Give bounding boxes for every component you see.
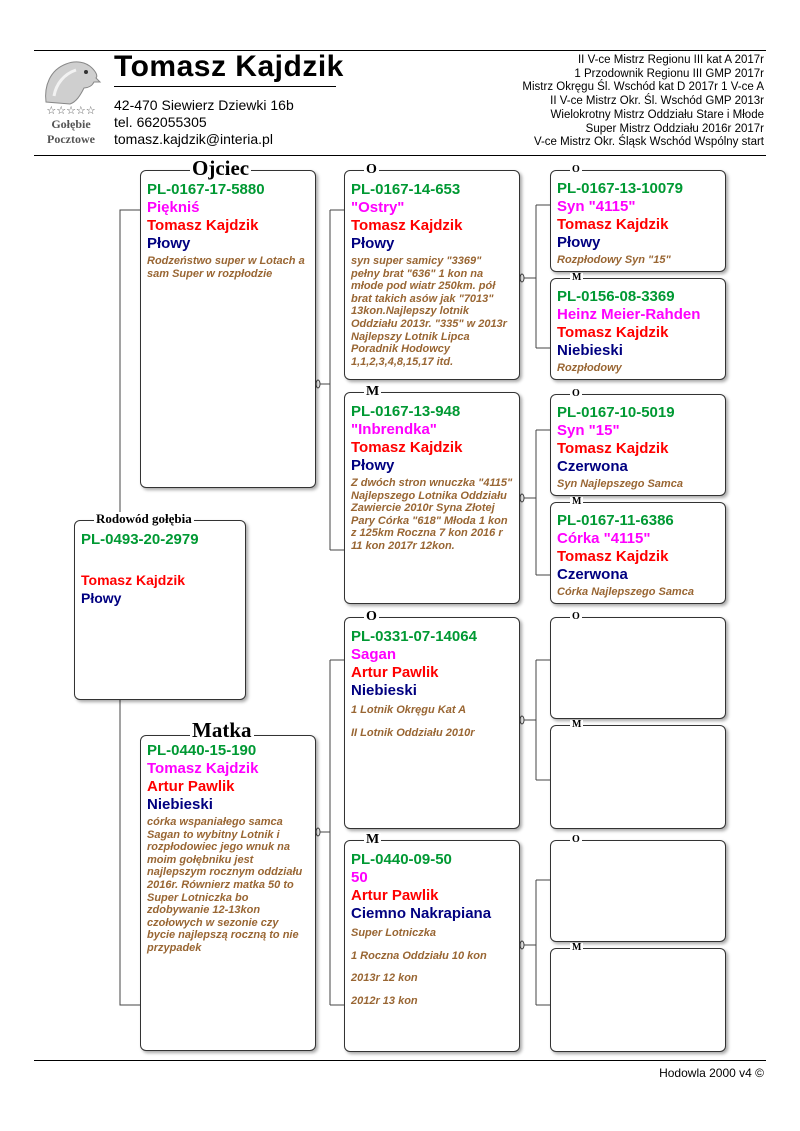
desc-line: 1 Roczna Oddziału 10 kon	[351, 949, 487, 962]
desc-line: 2013r 12 kon	[351, 972, 418, 985]
pigeon-color: Płowy	[81, 590, 122, 606]
desc-line: 2012r 13 kon	[351, 994, 418, 1007]
logo-text-line2: Pocztowe	[47, 132, 95, 146]
ring-number: PL-0167-13-948	[351, 403, 461, 420]
pigeon-name: "Inbrendka"	[351, 421, 437, 438]
pigeon-color: Płowy	[351, 457, 395, 474]
breeder-name: Tomasz Kajdzik	[147, 217, 259, 234]
achievement: Wielokrotny Mistrz Oddziału Stare i Młode	[550, 108, 764, 121]
pigeon-description: Córka Najlepszego Samca	[557, 586, 694, 598]
ggp-card-empty	[550, 617, 726, 719]
desc-line: 1 Lotnik Okręgu Kat A	[351, 704, 467, 716]
ring-number: PL-0167-13-10079	[557, 180, 683, 197]
pigeon-color: Czerwona	[557, 566, 628, 583]
desc-line: Super Lotniczka	[351, 927, 436, 939]
breeder-name: Artur Pawlik	[351, 664, 439, 681]
owner-address: 42-470 Siewierz Dziewki 16b	[114, 97, 294, 113]
o-label: O	[366, 162, 377, 177]
footer-credit: Hodowla 2000 v4 ©	[659, 1066, 764, 1080]
pigeon-name: "Ostry"	[351, 199, 405, 216]
o-label: O	[366, 609, 377, 624]
pigeon-description: syn super samicy "3369" pełny brat "636" 1 kon na młode pod wiatr 250km. pół brat takich asów jak "7013" 13kon.Najlepszy lotnik Oddziału 2013r. "335" w 2013r Najlepszy Lotnik Lipca Poradnik Hodowcy 1,1,2,3,4,8,15,17 itd.	[351, 255, 507, 368]
footer-rule	[34, 1060, 766, 1061]
pigeon-description: córka wspaniałego samca Sagan to wybitny Lotnik i rozpłodowiec jego wnuk na moim gołębniku jest najlepszym rocznym oddziału 2016r. Równierz matka 50 to Super Lotniczka bo zdobywanie 12-13kon czołowych w sezonie czy bycie najlepszą roczną to nie przypadek	[147, 816, 303, 954]
breeder-name: Tomasz Kajdzik	[557, 216, 669, 233]
achievement: Mistrz Okręgu Śl. Wschód kat D 2017r 1 V-ce A	[522, 81, 764, 94]
achievement: 1 Przodownik Regionu III GMP 2017r	[574, 67, 764, 80]
rodowod-label: Rodowód gołębia	[96, 511, 192, 526]
owner-name: Tomasz Kajdzik	[114, 50, 344, 83]
ggp-card-empty	[550, 840, 726, 942]
owner-email: tomasz.kajdzik@interia.pl	[114, 131, 273, 147]
breeder-name: Tomasz Kajdzik	[81, 572, 185, 588]
pigeon-description: Rozpłodowy Syn "15"	[557, 254, 671, 266]
o-label: O	[572, 834, 580, 845]
o-label: O	[572, 164, 580, 175]
ggp-card-empty	[550, 948, 726, 1052]
ring-number: PL-0167-17-5880	[147, 181, 265, 198]
m-label: M	[366, 384, 380, 399]
breeder-name: Tomasz Kajdzik	[351, 217, 463, 234]
pigeon-name: Tomasz Kajdzik	[147, 760, 259, 777]
pigeon-name: Córka "4115"	[557, 530, 651, 547]
ring-number: PL-0493-20-2979	[81, 531, 199, 548]
grandmother-maternal-card	[344, 840, 520, 1052]
ojciec-label: Ojciec	[192, 156, 250, 180]
breeder-name: Artur Pawlik	[147, 778, 235, 795]
ggp-card-empty	[550, 725, 726, 829]
m-label: M	[572, 719, 582, 730]
pigeon-color: Niebieski	[557, 342, 623, 359]
father-card	[140, 170, 316, 488]
achievement: Super Mistrz Oddziału 2016r 2017r	[585, 122, 764, 135]
achievement: V-ce Mistrz Okr. Śląsk Wschód Wspólny start	[533, 136, 764, 149]
ring-number: PL-0167-10-5019	[557, 404, 675, 421]
breeder-name: Tomasz Kajdzik	[557, 324, 669, 341]
breeder-name: Tomasz Kajdzik	[351, 439, 463, 456]
pigeon-color: Płowy	[351, 235, 395, 252]
pigeon-name: Sagan	[351, 646, 397, 663]
logo-text-line1: Gołębie	[51, 117, 91, 131]
pigeon-description	[351, 927, 513, 1007]
breeder-name: Tomasz Kajdzik	[557, 548, 669, 565]
pigeon-name: Heinz Meier-Rahden	[557, 306, 701, 323]
ring-number: PL-0440-15-190	[147, 742, 257, 759]
desc-line: II Lotnik Oddziału 2010r	[351, 726, 475, 739]
m-label: M	[366, 832, 380, 847]
pigeon-name: 50	[351, 869, 368, 886]
subject-card	[74, 520, 246, 700]
pigeon-color: Czerwona	[557, 458, 628, 475]
ggp-card-fmf	[550, 394, 726, 496]
achievement: II V-ce Mistrz Okr. Śl. Wschód GMP 2013r	[550, 95, 764, 108]
ring-number: PL-0167-14-653	[351, 181, 461, 198]
pigeon-description: Rodzeństwo super w Lotach a sam Super w rozpłodzie	[147, 255, 305, 280]
pigeon-color: Ciemno Nakrapiana	[351, 905, 492, 922]
ring-number: PL-0167-11-6386	[557, 512, 674, 529]
ring-number: PL-0331-07-14064	[351, 628, 477, 645]
ggp-card-fff	[550, 170, 726, 272]
mother-card	[140, 735, 316, 1051]
grandfather-maternal-card	[344, 617, 520, 829]
pigeon-description: Z dwóch stron wnuczka "4115" Najlepszego Lotnika Oddziału Zawiercie 2010r Syna Złotej Pary Córka "618" Młoda 1 kon z 125km Roczna 7 kon 2016 r 11 kon 2017r 12kon.	[351, 477, 513, 552]
ggp-card-fmm	[550, 502, 726, 604]
pigeon-name: Syn "4115"	[557, 198, 636, 215]
pigeon-color: Płowy	[147, 235, 191, 252]
pigeon-description	[351, 704, 513, 739]
pigeon-description: Rozpłodowy	[557, 362, 622, 374]
breeder-name: Tomasz Kajdzik	[557, 440, 669, 457]
o-label: O	[572, 388, 580, 399]
pigeon-name: Syn "15"	[557, 422, 620, 439]
grandmother-paternal-card	[344, 392, 520, 604]
o-label: O	[572, 611, 580, 622]
pigeon-description: Syn Najlepszego Samca	[557, 478, 683, 490]
pigeon-color: Niebieski	[351, 682, 417, 699]
owner-phone: tel. 662055305	[114, 114, 207, 130]
achievement: II V-ce Mistrz Regionu III kat A 2017r	[577, 54, 764, 66]
pigeon-color: Płowy	[557, 234, 601, 251]
ring-number: PL-0440-09-50	[351, 851, 452, 868]
matka-label: Matka	[192, 718, 252, 742]
ring-number: PL-0156-08-3369	[557, 288, 675, 305]
breeder-name: Artur Pawlik	[351, 887, 439, 904]
m-label: M	[572, 942, 582, 953]
ggp-card-ffm	[550, 278, 726, 380]
logo-stars: ☆☆☆☆☆	[46, 104, 96, 117]
m-label: M	[572, 496, 582, 507]
pigeon-color: Niebieski	[147, 796, 213, 813]
grandfather-paternal-card	[344, 170, 520, 380]
m-label: M	[572, 272, 582, 283]
pigeon-name: Piękniś	[147, 199, 200, 216]
